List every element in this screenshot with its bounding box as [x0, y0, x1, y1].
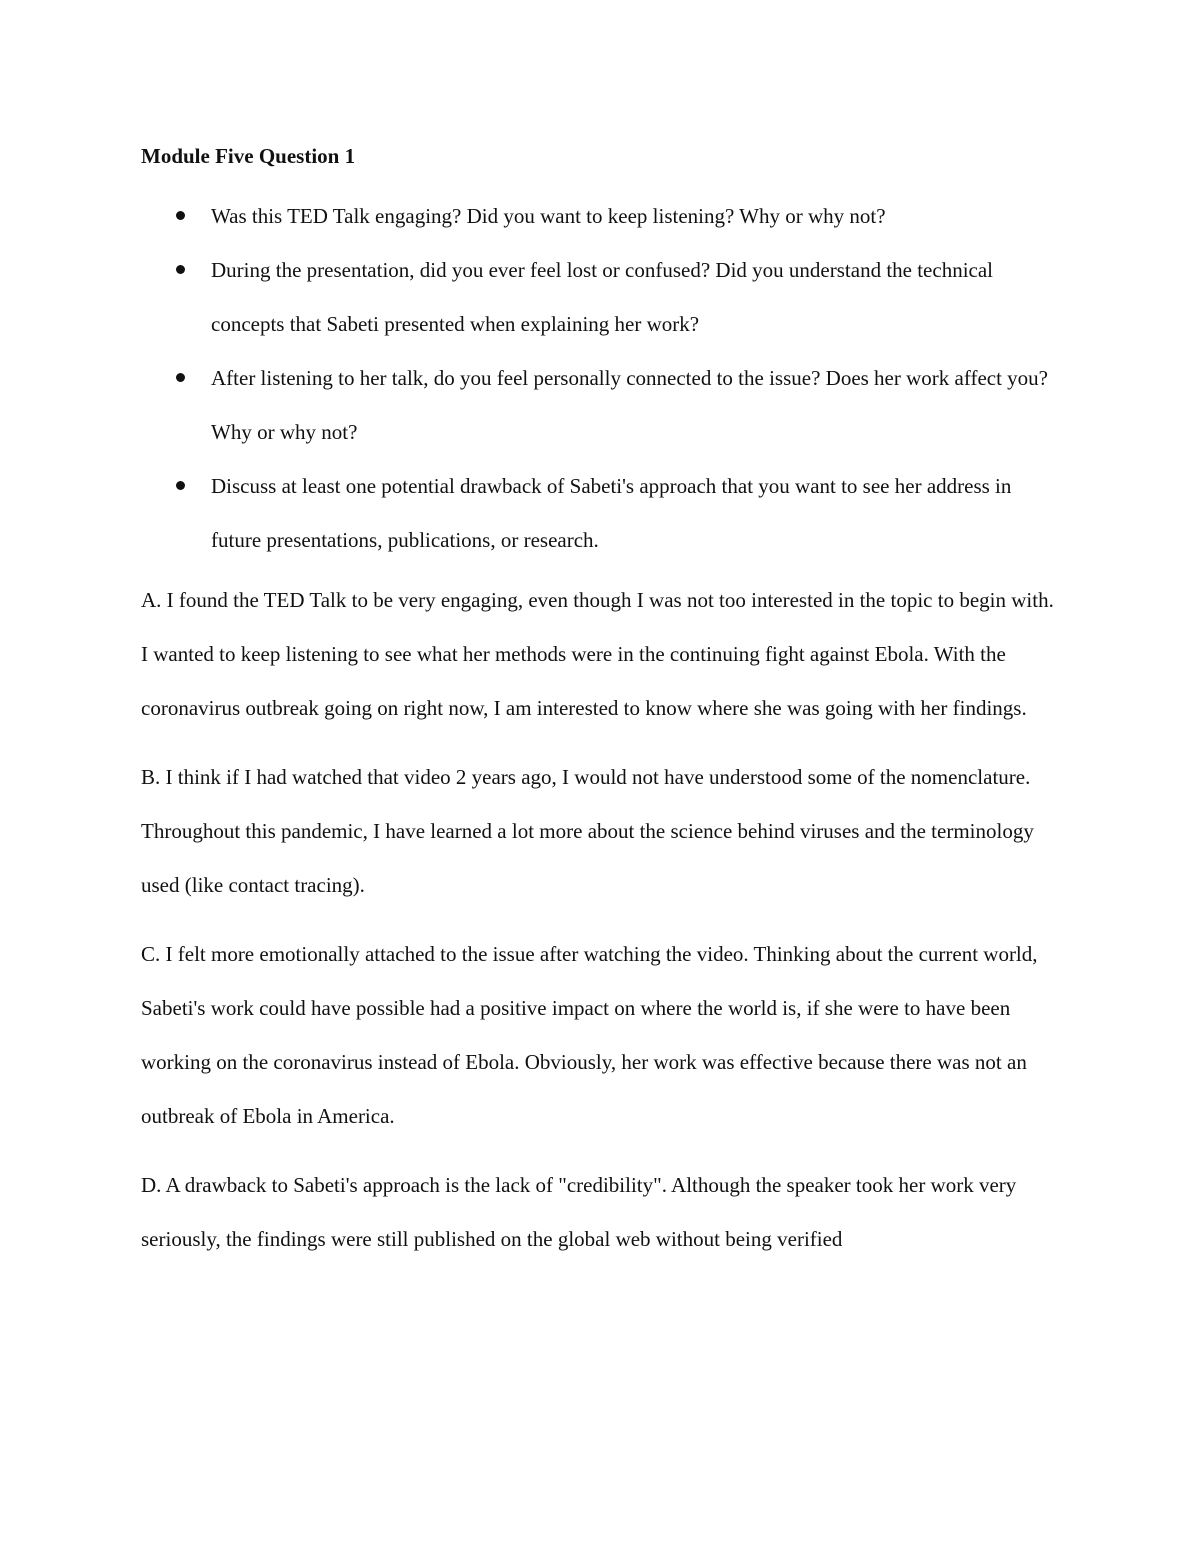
question-text: Discuss at least one potential drawback of Sabeti's approach that you want to see her address in future presentations, publications, or research.: [211, 474, 1012, 552]
bullet-icon: [176, 211, 185, 220]
question-item: [141, 459, 1061, 567]
answer-a: A. I found the TED Talk to be very engaging, even though I was not too interested in the topic to begin with. I wanted to keep listening to see what her methods were in the continuing fight against Ebola. With the coronavirus outbreak going on right now, I am interested to know where she was going with her findings.: [141, 588, 1054, 720]
question-text: Was this TED Talk engaging? Did you want to keep listening? Why or why not?: [211, 204, 886, 228]
page-title: Module Five Question 1: [141, 144, 356, 168]
bullet-icon: [176, 481, 185, 490]
question-item: [141, 243, 1061, 351]
question-text: During the presentation, did you ever feel lost or confused? Did you understand the technical concepts that Sabeti presented when explaining her work?: [211, 258, 994, 336]
bullet-icon: [176, 265, 185, 274]
document-body: [141, 138, 1061, 1281]
bullet-icon: [176, 373, 185, 382]
question-text: After listening to her talk, do you feel personally connected to the issue? Does her work affect you? Why or why not?: [211, 366, 1049, 444]
answer-d: D. A drawback to Sabeti's approach is the lack of "credibility". Although the speaker took her work very seriously, the findings were still published on the global web without being verified: [141, 1173, 1017, 1251]
question-item: [141, 189, 1061, 243]
question-item: [141, 351, 1061, 459]
answer-b: B. I think if I had watched that video 2 years ago, I would not have understood some of the nomenclature. Throughout this pandemic, I have learned a lot more about the science behind viruses and the terminology used (like contact tracing).: [141, 765, 1034, 897]
answer-c: C. I felt more emotionally attached to the issue after watching the video. Thinking about the current world, Sabeti's work could have possible had a positive impact on where the world is, if she were to have been working on the coronavirus instead of Ebola. Obviously, her work was effective because there was not an outbreak of Ebola in America.: [141, 942, 1038, 1128]
question-list: [141, 189, 1061, 567]
